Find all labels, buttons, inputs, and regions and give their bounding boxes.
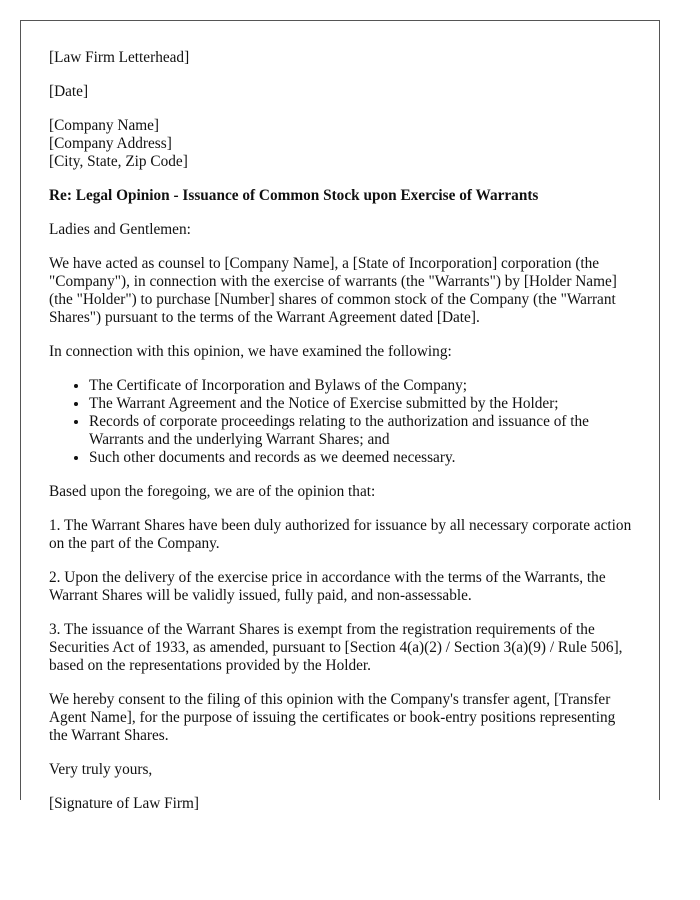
letter-date: [Date] — [49, 83, 89, 100]
letter-body — [49, 49, 635, 829]
list-item: • Such other documents and records as we deemed necessary. — [89, 449, 635, 467]
company-name: [Company Name] — [49, 117, 160, 134]
company-address: [Company Address] — [49, 135, 172, 152]
city-state-zip: [City, State, Zip Code] — [49, 153, 188, 170]
examined-intro: In connection with this opinion, we have examined the following: — [49, 343, 452, 360]
closing: Very truly yours, — [49, 761, 153, 778]
letterhead: [Law Firm Letterhead] — [49, 49, 190, 66]
examined-documents-list — [49, 377, 635, 467]
opinion-item: 2. Upon the delivery of the exercise price in accordance with the terms of the Warrants, the Warrant Shares will be validly issued, fully paid, and non-assessable. — [49, 569, 606, 604]
salutation: Ladies and Gentlemen: — [49, 221, 191, 238]
opinion-item: 3. The issuance of the Warrant Shares is exempt from the registration requirements of the Securities Act of 1933, as amended, pursuant to [Section 4(a)(2) / Section 3(a)(9) / Rule 506], based on the representations provided by the Holder. — [49, 621, 623, 674]
intro-paragraph: We have acted as counsel to [Company Name], a [State of Incorporation] corporation (the "Company"), in connection with the exercise of warrants (the "Warrants") by [Holder Name] (the "Holder") to purchase [Number] shares of common stock of the Company (the "Warrant Shares") pursuant to the terms of the Warrant Agreement dated [Date]. — [49, 255, 617, 326]
consent-paragraph: We hereby consent to the filing of this opinion with the Company's transfer agent, [Transfer Agent Name], for the purpose of issuing the certificates or book-entry positions representing the Warrant Shares. — [49, 691, 616, 744]
signature-line: [Signature of Law Firm] — [49, 795, 199, 812]
recipient-address — [49, 117, 635, 171]
subject-line: Re: Legal Opinion - Issuance of Common Stock upon Exercise of Warrants — [49, 187, 539, 204]
opinion-intro: Based upon the foregoing, we are of the opinion that: — [49, 483, 376, 500]
list-item: • Records of corporate proceedings relating to the authorization and issuance of the Warrants and the underlying Warrant Shares; and — [89, 413, 635, 449]
letter-page — [20, 20, 660, 812]
list-item: • The Warrant Agreement and the Notice of Exercise submitted by the Holder; — [89, 395, 635, 413]
opinion-item: 1. The Warrant Shares have been duly authorized for issuance by all necessary corporate action on the part of the Company. — [49, 517, 632, 552]
list-item: • The Certificate of Incorporation and Bylaws of the Company; — [89, 377, 635, 395]
